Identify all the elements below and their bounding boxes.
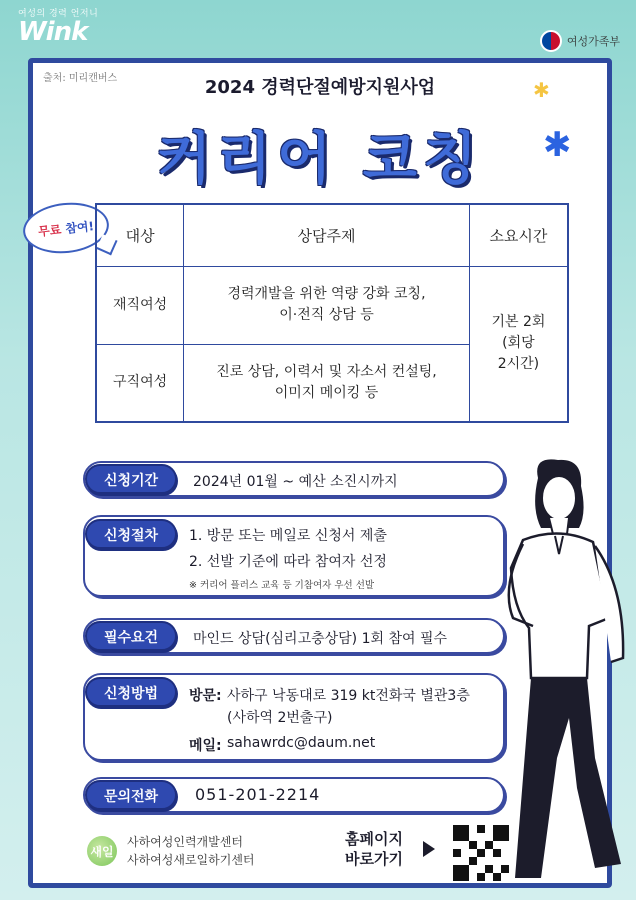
procedure-step-2: 2. 선발 기준에 따라 참여자 선정	[189, 554, 387, 570]
page-title: 커리어 코칭	[157, 127, 483, 192]
homepage-line-2: 바로가기	[345, 850, 403, 868]
topic-line: 이미지 메이킹 등	[274, 384, 379, 401]
brand-tagline: 여성의 경력 언저니	[18, 9, 99, 19]
taegeuk-icon	[540, 30, 562, 52]
header-topic: 상담주제	[184, 204, 470, 266]
bubble-join-text: 참여!	[64, 218, 95, 236]
row-topic	[184, 344, 470, 422]
homepage-link[interactable]	[345, 829, 403, 869]
sparkle-icon: ✱	[533, 78, 550, 102]
visit-address: 사하구 낙동대로 319 kt전화국 별관3층	[227, 688, 470, 704]
procedure-label: 신청절차	[85, 519, 177, 549]
requirement-text: 마인드 상담(심리고충상담) 1회 참여 필수	[193, 631, 448, 647]
period-text: 2024년 01월 ~ 예산 소진시까지	[193, 474, 398, 490]
row-target: 재직여성	[96, 266, 184, 344]
method-label: 신청방법	[85, 677, 177, 707]
procedure-note: ※ 커리어 플러스 교육 등 기참여자 우선 선발	[189, 580, 375, 591]
phone-row	[83, 777, 505, 813]
qr-code-icon[interactable]	[453, 825, 509, 881]
period-label: 신청기간	[85, 464, 177, 494]
footer-organization	[87, 833, 255, 869]
row-target: 구직여성	[96, 344, 184, 422]
visit-label: 방문:	[189, 688, 222, 704]
header-target: 대상	[96, 204, 184, 266]
topic-line: 진로 상담, 이력서 및 자소서 컨설팅,	[216, 363, 437, 380]
bubble-free-text: 무료	[37, 222, 62, 239]
visit-subway: (사하역 2번출구)	[227, 710, 333, 726]
phone-label: 문의전화	[85, 780, 177, 810]
org-names	[127, 833, 255, 869]
header-duration: 소요시간	[469, 204, 568, 266]
duration-line: 기본 2회	[491, 314, 546, 331]
top-bar	[0, 0, 636, 58]
ministry-name: 여성가족부	[566, 35, 620, 48]
wink-logo: Wink	[18, 17, 88, 47]
table-row	[96, 266, 568, 344]
mail-label: 메일:	[189, 738, 222, 754]
wink-brand[interactable]	[18, 6, 98, 45]
method-row	[83, 673, 505, 761]
program-subtitle: 2024 경력단절예방지원사업	[204, 77, 436, 98]
duration-line: 2시간)	[497, 356, 540, 373]
duration-line: (회당	[502, 335, 535, 352]
requirement-row	[83, 618, 505, 654]
row-topic	[184, 266, 470, 344]
table-header-row	[96, 204, 568, 266]
source-credit: 출처: 미리캔버스	[43, 73, 118, 84]
homepage-line-1: 홈페이지	[345, 830, 403, 848]
poster-card	[28, 58, 612, 888]
saeil-logo: 새일	[87, 836, 117, 866]
play-arrow-icon	[423, 841, 435, 857]
org-name-1: 사하여성인력개발센터	[127, 835, 243, 849]
procedure-step-1: 1. 방문 또는 메일로 신청서 제출	[189, 528, 387, 544]
topic-line: 경력개발을 위한 역량 강화 코칭,	[227, 286, 426, 302]
asterisk-icon: ✱	[543, 125, 572, 165]
ministry-logo	[540, 30, 620, 52]
org-name-2: 사하여성새로일하기센터	[127, 853, 255, 867]
duration-cell	[469, 266, 568, 422]
phone-number[interactable]: 051-201-2214	[195, 785, 321, 804]
requirement-label: 필수요건	[85, 621, 177, 651]
period-row	[83, 461, 505, 497]
topic-line: 이·전직 상담 등	[279, 307, 374, 323]
mail-address[interactable]: sahawrdc@daum.net	[227, 735, 376, 751]
procedure-row	[83, 515, 505, 597]
program-info-table	[95, 203, 569, 423]
